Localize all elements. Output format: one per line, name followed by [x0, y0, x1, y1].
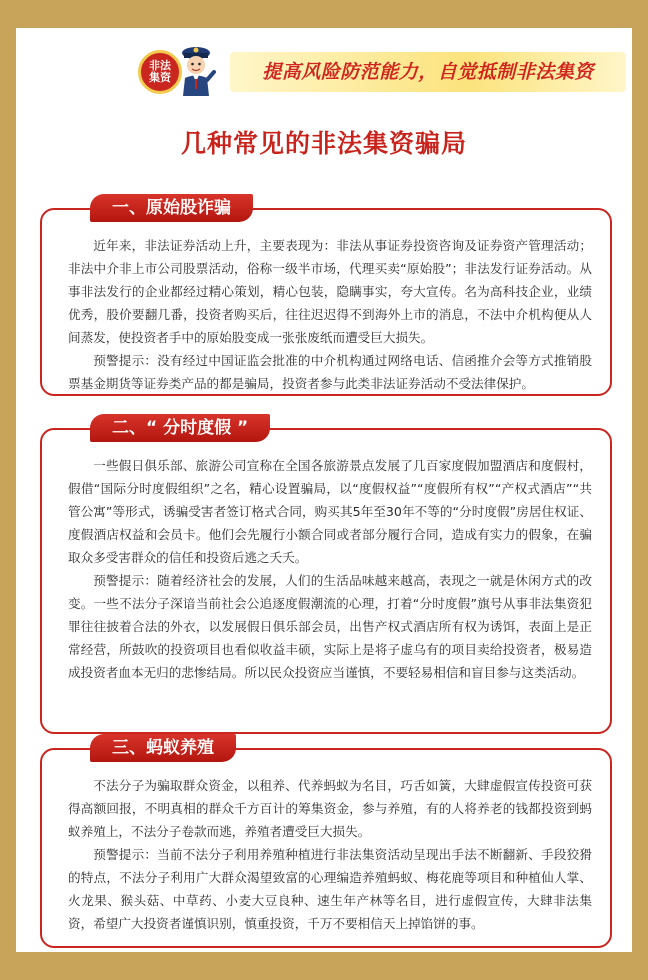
warning-paragraph: 预警提示：当前不法分子利用养殖种植进行非法集资活动呈现出手法不断翻新、手段狡猾的特点，不法分子利用广大群众渴望致富的心理编造养殖蚂蚁、梅花鹿等项目和种植仙人掌、火龙果、猴头菇、中草药、小麦大豆良种、速生年产林等名目，进行虚假宣传，大肆非法集资，希望广大投资者谨慎识别，慎重投资，千万不要相信天上掉馅饼的事。: [68, 847, 592, 931]
badge-line2: 集资: [149, 71, 171, 84]
section-timeshare-fraud: [40, 418, 612, 734]
warning-paragraph: 预警提示：随着经济社会的发展，人们的生活品味越来越高，表现之一就是休闲方式的改变。一些不法分子深谙当前社会公追逐度假潮流的心理，打着“分时度假”旗号从事非法集资犯罪往往披着合法的外衣，以发展假日俱乐部会员，出售产权式酒店所有权为诱饵，表面上是正常经营，所鼓吹的投资项目也看似收益丰硕，实际上是将子虚乌有的项目卖给投资者，极易造成投资者血本无归的悲惨结局。所以民众投资应当谨慎，不要轻易相信和盲目参与这类活动。: [68, 573, 592, 680]
section-ant-farming-fraud: [40, 738, 612, 948]
section-body: [68, 454, 592, 684]
page-title: 几种常见的非法集资骗局: [180, 129, 467, 158]
slogan-banner: 提高风险防范能力，自觉抵制非法集资: [230, 52, 626, 92]
paragraph: 一些假日俱乐部、旅游公司宣称在全国各旅游景点发展了几百家度假加盟酒店和度假村，假借“国际分时度假组织”之名，精心设置骗局，以“度假权益”“度假所有权”“产权式酒店”“共管公寓”等形式，诱骗受害者签订格式合同，购买其5年至30年不等的“分时度假”房居住权证、度假酒店权益和会员卡。他们会先履行小额合同或者部分履行合同，造成有实力的假象，在骗取众多受害群众的信任和投资后逃之夭夭。: [68, 458, 592, 565]
section-body: [68, 774, 592, 935]
section-body: [68, 234, 592, 395]
paragraph: 不法分子为骗取群众资金，以租养、代养蚂蚁为名目，巧舌如簧，大肆虚假宣传投资可获得高额回报，不明真相的群众千方百计的筹集资金，参与养殖，有的人将养老的钱都投资到蚂蚁养殖上，不法分子卷款而逃，养殖者遭受巨大损失。: [68, 778, 592, 839]
police-mascot-icon: [176, 44, 216, 100]
section-label: 一、原始股诈骗: [90, 194, 253, 222]
warning-paragraph: 预警提示：没有经过中国证监会批准的中介机构通过网络电话、信函推介会等方式推销股票基金期货等证券类产品的都是骗局，投资者参与此类非法证券活动不受法律保护。: [68, 353, 592, 391]
section-original-stock-fraud: [40, 198, 612, 396]
poster: [16, 28, 632, 952]
section-label: 二、“ 分时度假 ”: [90, 414, 270, 442]
badge-line1: 非法: [149, 59, 171, 72]
header: [16, 42, 632, 102]
paragraph: 近年来，非法证券活动上升，主要表现为：非法从事证券投资咨询及证券资产管理活动；非法中介非上市公司股票活动，俗称一级半市场，代理买卖“原始股”；非法发行证券活动。从事非法发行的企业都经过精心策划，精心包装，隐瞒事实，夸大宣传。名为高科技企业，业绩优秀，股价要翻几番，投资者购买后，往往迟迟得不到海外上市的消息，不法中介机构便从人间蒸发，使投资者手中的原始股变成一张张废纸而遭受巨大损失。: [68, 238, 592, 345]
section-label: 三、蚂蚁养殖: [90, 734, 236, 762]
